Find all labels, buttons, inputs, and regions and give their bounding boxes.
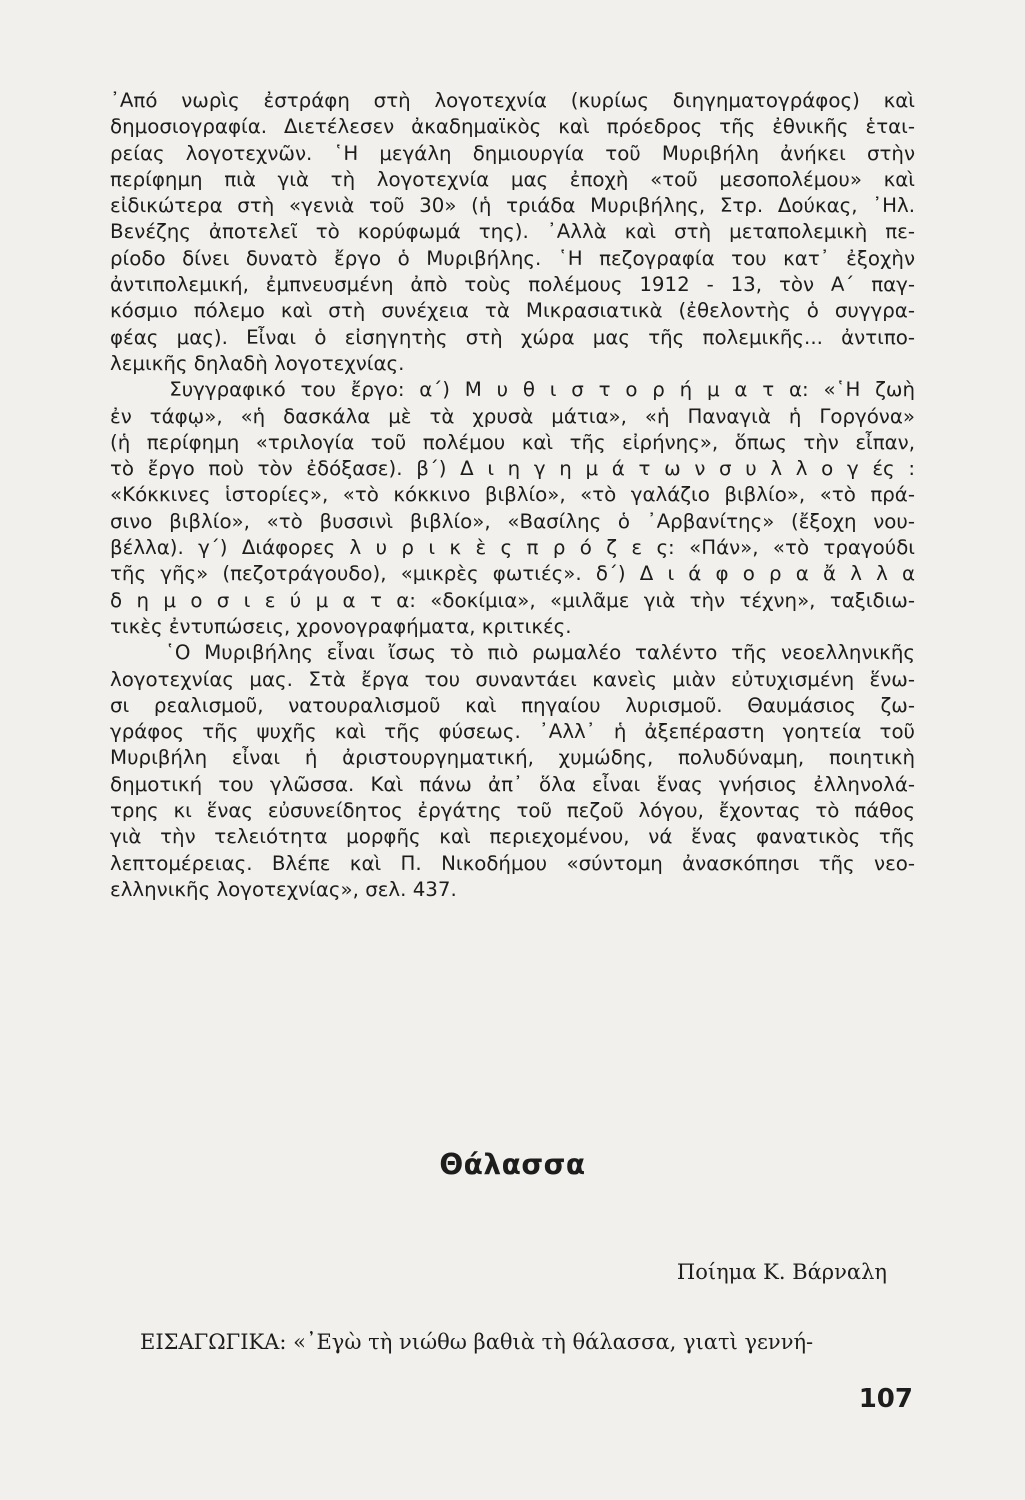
intro-line: ΕΙΣΑΓΩΓΙΚΑ: «᾿Εγὼ τὴ νιώθω βαθιὰ τὴ θάλασσα, γιατὶ γεννή-: [140, 1330, 814, 1354]
text-line: Μυριβήλη εἶναι ἡ ἀριστουργηματική, χυμώδης, πολυδύναμη, ποιητικὴ: [110, 746, 915, 770]
text-line: τρης κι ἕνας εὐσυνείδητος ἐργάτης τοῦ πεζοῦ λόγου, ἔχοντας τὸ πάθος: [110, 799, 915, 823]
text-line: λεμικῆς δηλαδὴ λογοτεχνίας.: [110, 351, 405, 375]
text-line: ἀντιπολεμική, ἐμπνευσμένη ἀπὸ τοὺς πολέμους 1912 - 13, τὸν Α΄ παγ-: [110, 273, 915, 297]
text-line: ελληνικῆς λογοτεχνίας», σελ. 437.: [110, 877, 457, 901]
text-line: ῾Ο Μυριβήλης εἶναι ἴσως τὸ πιὸ ρωμαλέο ταλέντο τῆς νεοελληνικῆς: [110, 641, 915, 665]
text-line: γράφος τῆς ψυχῆς καὶ τῆς φύσεως. ᾿Αλλ᾿ ἡ ἀξεπέραστη γοητεία τοῦ: [110, 720, 915, 744]
text-line: δημοτική του γλῶσσα. Καὶ πάνω ἀπ᾿ ὅλα εἶναι ἕνας γνήσιος ἐλληνολά-: [110, 772, 915, 796]
text-line: δημοσιογραφία. Διετέλεσεν ἀκαδημαϊκὸς καὶ πρόεδρος τῆς ἐθνικῆς ἑται-: [110, 115, 915, 139]
text-line: ρίοδο δίνει δυνατὸ ἔργο ὁ Μυριβήλης. ῾Η πεζογραφία του κατ᾿ ἐξοχὴν: [110, 246, 915, 270]
text-line: βέλλα). γ΄) Διάφορες λ υ ρ ι κ ὲ ς π ρ ό ζ ε ς: «Πάν», «τὸ τραγούδι: [110, 536, 915, 560]
text-line: λεπτομέρειας. Βλέπε καὶ Π. Νικοδήμου «σύντομη ἀνασκόπησι τῆς νεο-: [110, 851, 915, 875]
text-line: Συγγραφικό του ἔργο: α΄) Μ υ θ ι σ τ ο ρ ή μ α τ α: «῾Η ζωὴ: [110, 378, 915, 402]
text-line: «Κόκκινες ἱστορίες», «τὸ κόκκινο βιβλίο», «τὸ γαλάζιο βιβλίο», «τὸ πρά-: [110, 483, 915, 507]
text-line: περίφημη πιὰ γιὰ τὴ λογοτεχνία μας ἐποχὴ «τοῦ μεσοπολέμου» καὶ: [110, 167, 915, 191]
text-line: ρείας λογοτεχνῶν. ῾Η μεγάλη δημιουργία τοῦ Μυριβήλη ἀνήκει στὴν: [110, 141, 915, 165]
text-line: λογοτεχνίας μας. Στὰ ἔργα του συναντάει κανεὶς μιὰν εὐτυχισμένη ἕνω-: [110, 667, 915, 691]
text-line: τὸ ἔργο ποὺ τὸν ἐδόξασε). β΄) Δ ι η γ η μ ά τ ω ν σ υ λ λ ο γ ές :: [110, 457, 915, 481]
text-line: τῆς γῆς» (πεζοτράγουδο), «μικρὲς φωτιές». δ΄) Δ ι ά φ ο ρ α ἄ λ λ α: [110, 562, 915, 586]
poem-title: Θάλασσα: [439, 1148, 586, 1181]
text-line: γιὰ τὴν τελειότητα μορφῆς καὶ περιεχομένου, νά ἕνας φανατικὸς τῆς: [110, 825, 915, 849]
text-line: ἐν τάφῳ», «ἡ δασκάλα μὲ τὰ χρυσὰ μάτια», «ἡ Παναγιὰ ἡ Γοργόνα»: [110, 404, 915, 428]
poem-byline: Ποίημα Κ. Βάρναλη: [676, 1260, 887, 1284]
text-line: Βενέζης ἀποτελεῖ τὸ κορύφωμά της). ᾿Αλλὰ καὶ στὴ μεταπολεμικὴ πε-: [110, 220, 915, 244]
biography-text: [110, 88, 915, 903]
text-line: δ η μ ο σ ι ε ύ μ α τ α: «δοκίμια», «μιλᾶμε γιὰ τὴν τέχνη», ταξιδιω-: [110, 588, 915, 612]
text-line: (ἡ περίφημη «τριλογία τοῦ πολέμου καὶ τῆς εἰρήνης», ὅπως τὴν εἶπαν,: [110, 430, 915, 454]
text-line: τικὲς ἐντυπώσεις, χρονογραφήματα, κριτικές.: [110, 614, 572, 638]
text-line: σινο βιβλίο», «τὸ βυσσινὶ βιβλίο», «Βασίλης ὁ ᾿Αρβανίτης» (ἔξοχη νου-: [110, 509, 915, 533]
text-line: εἰδικώτερα στὴ «γενιὰ τοῦ 30» (ἡ τριάδα Μυριβήλης, Στρ. Δούκας, ᾿Ηλ.: [110, 194, 915, 218]
text-line: σι ρεαλισμοῦ, νατουραλισμοῦ καὶ πηγαίου λυρισμοῦ. Θαυμάσιος ζω-: [110, 693, 915, 717]
text-line: κόσμιο πόλεμο καὶ στὴ συνέχεια τὰ Μικρασιατικὰ (ἐθελοντὴς ὁ συγγρα-: [110, 299, 915, 323]
text-line: ᾿Από νωρὶς ἐστράφη στὴ λογοτεχνία (κυρίως διηγηματογράφος) καὶ: [110, 89, 915, 112]
text-line: φέας μας). Εἶναι ὁ εἰσηγητὴς στὴ χώρα μας τῆς πολεμικῆς... ἀντιπο-: [110, 325, 915, 349]
page-number: 107: [858, 1384, 913, 1414]
